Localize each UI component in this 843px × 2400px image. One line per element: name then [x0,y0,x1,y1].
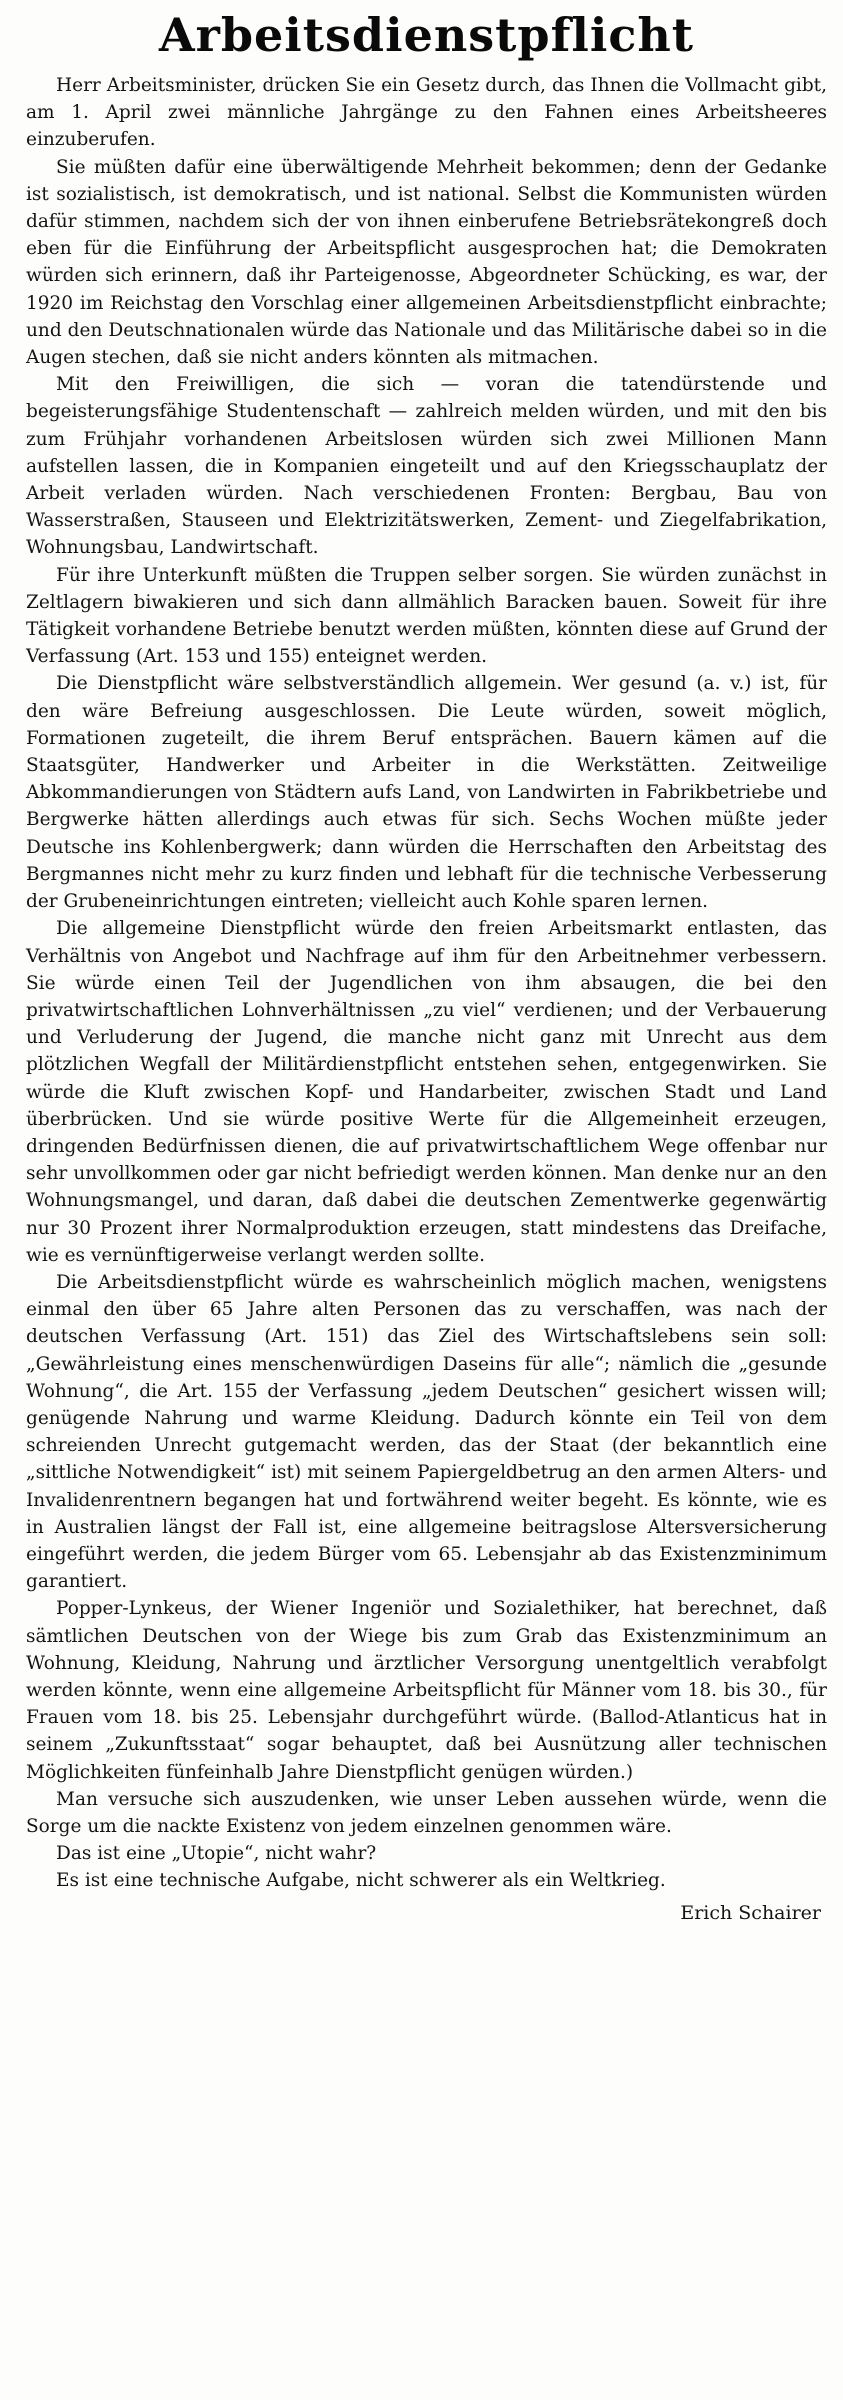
article-headline: Arbeitsdienstpflicht [158,8,695,62]
article-paragraph: Man versuche sich auszudenken, wie unser Leben aussehen würde, wenn die Sorge um die nackte Existenz von jedem einzelnen genommen wäre. [26,1788,827,1837]
author-signature: Erich Schairer [680,1901,821,1924]
article-body [26,72,827,1895]
article-paragraph: Popper-Lynkeus, der Wiener Ingeniör und Sozialethiker, hat berechnet, daß sämtlichen Deutschen von der Wiege bis zum Grab das Existenzminimum an Wohnung, Kleidung, Nahrung und ärztlicher Versorgung unentgeltlich verabfolgt werden könnte, wenn eine allgemeine Arbeitspflicht für Männer vom 18. bis 30., für Frauen vom 18. bis 25. Lebensjahr durchgeführt würde. (Ballod-Atlanticus hat in seinem „Zukunftsstaat“ sogar behauptet, daß bei Ausnützung aller technischen Möglichkeiten fünfeinhalb Jahre Dienstpflicht genügen würden.) [26,1598,827,1783]
article-paragraph: Die Dienstpflicht wäre selbstverständlich allgemein. Wer gesund (a. v.) ist, für den wäre Befreiung ausgeschlossen. Die Leute würden, soweit möglich, Formationen zugeteilt, die ihrem Beruf entsprächen. Bauern kämen auf die Staatsgüter, Handwerker und Arbeiter in die Werkstätten. Zeitweilige Abkommandierungen von Städtern aufs Land, von Landwirten in Fabrikbetriebe und Bergwerke hätten allerdings auch etwas für sich. Sechs Wochen müßte jeder Deutsche ins Kohlenbergwerk; dann würden die Herrschaften den Arbeitstag des Bergmannes nicht mehr zu kurz finden und lebhaft für die technische Verbesserung der Grubeneinrichtungen eintreten; vielleicht auch Kohle sparen lernen. [26,673,827,913]
article-paragraph: Die allgemeine Dienstpflicht würde den freien Arbeitsmarkt entlasten, das Verhältnis von Angebot und Nachfrage auf ihm für den Arbeitnehmer verbessern. Sie würde einen Teil der Jugendlichen von ihm absaugen, die bei den privatwirtschaftlichen Lohnverhältnissen „zu viel“ verdienen; und der Verbauerung und Verluderung der Jugend, die manche nicht ganz mit Unrecht aus dem plötzlichen Wegfall der Militärdienstpflicht entstehen sehen, entgegenwirken. Sie würde die Kluft zwischen Kopf- und Handarbeiter, zwischen Stadt und Land überbrücken. Und sie würde positive Werte für die Allgemeinheit erzeugen, dringenden Bedürfnissen dienen, die auf privatwirtschaftlichem Wege offenbar nur sehr unvollkommen oder gar nicht befriedigt werden können. Man denke nur an den Wohnungsmangel, und daran, daß dabei die deutschen Zementwerke gegenwärtig nur 30 Prozent ihrer Normalproduktion erzeugen, statt mindestens das Dreifache, wie es vernünftigerweise verlangt werden sollte. [26,918,827,1266]
article-paragraph: Für ihre Unterkunft müßten die Truppen selber sorgen. Sie würden zunächst in Zeltlagern biwakieren und sich dann allmählich Baracken bauen. Soweit für ihre Tätigkeit vorhandene Betriebe benutzt werden müßten, könnten diese auf Grund der Verfassung (Art. 153 und 155) enteignet werden. [26,564,827,668]
article-paragraph: Die Arbeitsdienstpflicht würde es wahrscheinlich möglich machen, wenigstens einmal den über 65 Jahre alten Personen das zu verschaffen, was nach der deutschen Verfassung (Art. 151) das Ziel des Wirtschaftslebens sein soll: „Gewährleistung eines menschenwürdigen Daseins für alle“; nämlich die „gesunde Wohnung“, die Art. 155 der Verfassung „jedem Deutschen“ gesichert wissen will; genügende Nahrung und warme Kleidung. Dadurch könnte ein Teil von dem schreienden Unrecht gutgemacht werden, das der Staat (der bekanntlich eine „sittliche Notwendigkeit“ ist) mit seinem Papiergeldbetrug an den armen Alters- und Invalidenrentnern begangen hat und fortwährend weiter begeht. Es könnte, wie es in Australien längst der Fall ist, eine allgemeine beitragslose Altersversicherung eingeführt werden, die jedem Bürger vom 65. Lebensjahr ab das Existenzminimum garantiert. [26,1271,827,1593]
article-paragraph: Herr Arbeitsminister, drücken Sie ein Gesetz durch, das Ihnen die Vollmacht gibt, am 1. April zwei männliche Jahrgänge zu den Fahnen eines Arbeitsheeres einzuberufen. [26,75,827,151]
article-paragraph: Sie müßten dafür eine überwältigende Mehrheit bekommen; denn der Gedanke ist sozialistisch, ist demokratisch, und ist national. Selbst die Kommunisten würden dafür stimmen, nachdem sich der von ihnen einberufene Betriebsrätekongreß doch eben für die Einführung der Arbeitspflicht ausgesprochen hat; die Demokraten würden sich erinnern, daß ihr Parteigenosse, Abgeordneter Schücking, es war, der 1920 im Reichstag den Vorschlag einer allgemeinen Arbeitsdienstpflicht einbrachte; und den Deutschnationalen würde das Nationale und das Militärische dabei so in die Augen stechen, daß sie nicht anders könnten als mitmachen. [26,156,827,369]
article-paragraph: Mit den Freiwilligen, die sich — voran die tatendürstende und begeisterungsfähige Studentenschaft — zahlreich melden würden, und mit den bis zum Frühjahr vorhandenen Arbeitslosen würden sich zwei Millionen Mann aufstellen lassen, die in Kompanien eingeteilt und auf den Kriegsschauplatz der Arbeit verladen würden. Nach verschiedenen Fronten: Bergbau, Bau von Wasserstraßen, Stauseen und Elektrizitätswerken, Zement- und Ziegelfabrikation, Wohnungsbau, Landwirtschaft. [26,374,827,559]
article-paragraph: Das ist eine „Utopie“, nicht wahr? [56,1843,377,1865]
article-paragraph: Es ist eine technische Aufgabe, nicht schwerer als ein Weltkrieg. [56,1870,666,1892]
